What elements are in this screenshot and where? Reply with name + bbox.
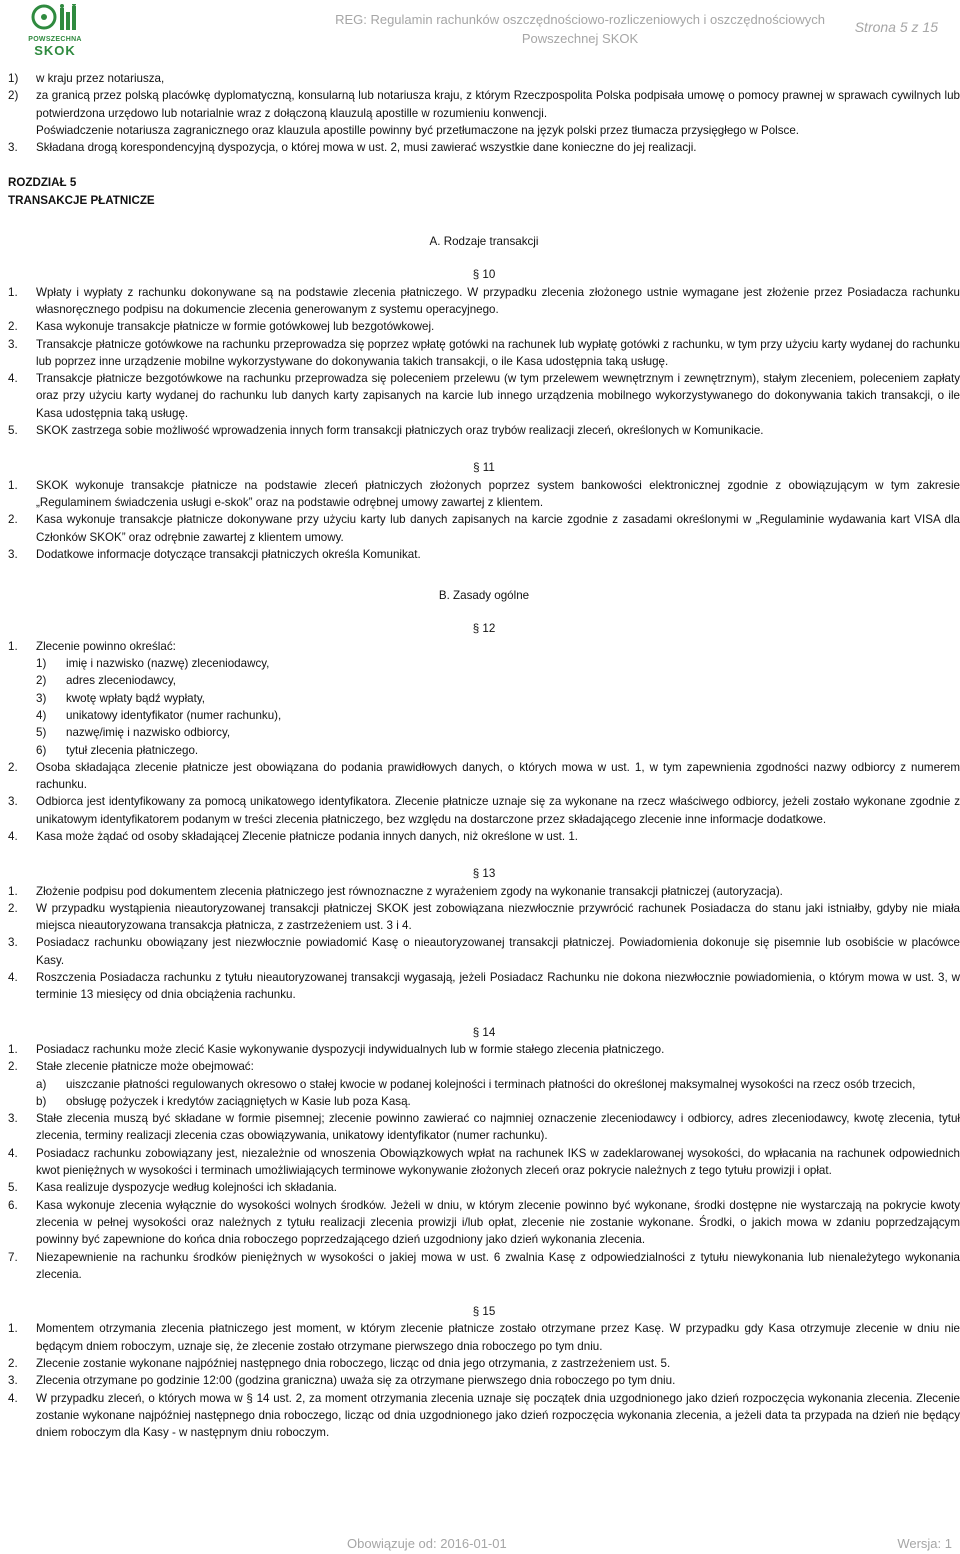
list-item <box>8 422 960 439</box>
item-number: 2) <box>8 89 19 103</box>
section-heading-11: § 11 <box>473 461 495 475</box>
item-text: Odbiorca jest identyfikowany za pomocą unikatowego identyfikatora. Zlecenie płatnicze uznaje się za wykonane na rzecz właściwego odbiorcy, jeżeli zostało wykonane zgodnie z unikatowym identyfikatorem podanym w treści zlecenia płatniczego, bez względu na dostarczone przez składającego zlecenie inne informacje dodatkowe. <box>36 795 960 826</box>
note-paragraph <box>8 122 960 139</box>
part-b-heading: B. Zasady ogólne <box>438 589 530 603</box>
logo-main-text: SKOK <box>34 43 76 58</box>
list-item <box>8 759 960 794</box>
item-text: obsługę pożyczek i kredytów zaciągniętych w Kasie lub poza Kasą. <box>66 1094 411 1108</box>
item-number: 2. <box>8 901 18 915</box>
item-text: Transakcje płatnicze gotówkowe na rachunku przeprowadza się poprzez wpłatę gotówki na rachunek lub wypłatę gotówki z rachunku, w tym przy użyciu karty wydanej do rachunku lub poprzez inne urządzenie mobilne wykorzystywane do dokonywania takich transakcji, o ile Kasa udostępnia taką usługę. <box>36 337 960 368</box>
item-text: Zlecenia otrzymane po godzinie 12:00 (godzina graniczna) uważa się za otrzymane pierwszego dnia roboczego po tym dniu. <box>36 1374 676 1388</box>
list-item <box>8 336 960 371</box>
item-text: Kasa wykonuje transakcje płatnicze w formie gotówkowej lub bezgotówkowej. <box>36 320 435 334</box>
item-number: a) <box>36 1077 47 1091</box>
item-number: 2. <box>8 1060 18 1074</box>
page-footer <box>0 1536 960 1554</box>
sub-list-item <box>8 672 960 689</box>
item-number: 2) <box>36 674 47 688</box>
section-heading-14: § 14 <box>472 1025 496 1039</box>
item-number: 7. <box>8 1250 18 1264</box>
page-number: Strona 5 z 15 <box>854 19 938 35</box>
item-text: Kasa wykonuje transakcje płatnicze dokonywane przy użyciu karty lub danych zapisanych na karcie zgodnie z zasadami określonymi w „Regulaminie wydawania kart VISA dla Członków SKOK” oraz odrębnie zawartej z klientem umowy. <box>36 513 960 544</box>
list-item <box>8 900 960 935</box>
list-item <box>8 969 960 1004</box>
item-text: Zlecenie zostanie wykonane najpóźniej następnego dnia roboczego, licząc od dnia jego otrzymania, z zastrzeżeniem ust. 5. <box>36 1357 671 1370</box>
item-text: SKOK zastrzega sobie możliwość wprowadzenia innych form transakcji płatniczych oraz trybów realizacji zleceń, określonych w Komunikacie. <box>36 424 764 438</box>
item-number: 1. <box>8 1042 18 1056</box>
powszechna-skok-logo <box>14 4 96 56</box>
item-number: 3. <box>8 1374 18 1388</box>
item-number: 2. <box>8 1357 18 1370</box>
item-text: tytuł zlecenia płatniczego. <box>66 743 199 757</box>
section-heading-12: § 12 <box>472 622 496 636</box>
item-number: 4. <box>8 372 18 386</box>
item-text: Zlecenie powinno określać: <box>36 639 176 653</box>
list-item <box>8 1179 960 1196</box>
list-item <box>8 1058 960 1075</box>
list-item <box>8 1110 960 1145</box>
list-item <box>8 828 960 845</box>
list-item <box>8 477 960 512</box>
item-text: Składana drogą korespondencyjną dyspozycja, o której mowa w ust. 2, musi zawierać wszystkie dane konieczne do jej realizacji. <box>36 141 697 155</box>
item-text: nazwę/imię i nazwisko odbiorcy, <box>66 726 231 740</box>
sub-list-item <box>8 1093 960 1110</box>
sub-list-item <box>8 724 960 741</box>
item-number: 1. <box>8 884 18 898</box>
list-item <box>8 1320 960 1355</box>
list-item <box>8 883 960 900</box>
item-text: Wpłaty i wypłaty z rachunku dokonywane są na podstawie zlecenia płatniczego. W przypadku zlecenia złożonego ustnie wymagane jest złożenie przez Posiadacza rachunku własnoręcznego podpisu na dokumencie zlecenia generowanym z systemu operacyjnego. <box>36 285 960 316</box>
sub-list-item <box>8 655 960 672</box>
item-text: W przypadku zleceń, o których mowa w § 14 ust. 2, za moment otrzymania zlecenia uznaje się początek dnia uzgodnionego jako dzień rozpoczęcia wykonania zlecenia. Zlecenie zostanie wykonane najpóźniej następnego dnia roboczego, licząc od dnia uzgodnionego jako dzień rozpoczęcia wykonania zlecenia, a jeżeli data ta przypada na dzień nie będący dniem roboczym dla Kasy - w następnym dniu roboczym. <box>36 1391 960 1440</box>
item-number: 2. <box>8 513 18 527</box>
item-number: 4) <box>36 708 47 722</box>
list-item <box>8 70 960 87</box>
item-text: unikatowy identyfikator (numer rachunku), <box>66 708 282 722</box>
item-text: adres zleceniodawcy, <box>66 674 176 688</box>
effective-date: Obowiązuje od: 2016-01-01 <box>347 1536 507 1551</box>
item-number: 5. <box>8 424 18 438</box>
item-number: 3. <box>8 141 18 155</box>
item-text: Roszczenia Posiadacza rachunku z tytułu nieautoryzowanej transakcji wygasają, jeżeli Posiadacz Rachunku nie dokona niezwłocznie powiadomienia, o którym mowa w ust. 3, w terminie 13 miesięcy od dnia obciążenia rachunku. <box>36 971 960 1002</box>
chapter-number: ROZDZIAŁ 5 <box>8 176 77 190</box>
logo-emblem-icon <box>14 4 96 38</box>
item-number: 4. <box>8 1146 18 1160</box>
item-number: 3. <box>8 1112 18 1126</box>
item-text: Kasa realizuje dyspozycje według kolejności ich składania. <box>36 1181 337 1195</box>
item-number: 3. <box>8 936 18 950</box>
item-text: SKOK wykonuje transakcje płatnicze na podstawie zleceń płatniczych złożonych poprzez system bankowości elektronicznej zgodnie z obowiązującym w tym zakresie „Regulaminem świadczenia usługi e-skok” oraz na podstawie odrębnej umowy zawartej z klientem. <box>36 478 960 509</box>
item-text: Niezapewnienie na rachunku środków pieniężnych w wysokości o jakiej mowa w ust. 6 zwalnia Kasę z odpowiedzialności z tytułu niewykonania lub nienależytego wykonania zlecenia. <box>36 1250 960 1281</box>
item-number: 1. <box>8 478 18 492</box>
item-text: Stałe zlecenia muszą być składane w formie pisemnej; zlecenie powinno zawierać co najmniej oznaczenie zleceniodawcy i odbiorcy, adres zleceniodawcy, kwotę zlecenia, tytuł zlecenia, terminy realizacji zlecenia czas obowiązywania, unikatowy identyfikator (numer rachunku). <box>36 1112 960 1143</box>
document-title-line1: REG: Regulamin rachunków oszczędnościowo-rozliczeniowych i oszczędnościowych <box>335 12 825 27</box>
list-item <box>8 1390 960 1442</box>
list-item <box>8 1355 960 1372</box>
item-text: Kasa może żądać od osoby składającej Zlecenie płatnicze podania innych danych, niż określone w ust. 1. <box>36 829 579 843</box>
item-number: 3. <box>8 795 18 809</box>
item-text: imię i nazwisko (nazwę) zleceniodawcy, <box>66 657 270 671</box>
item-number: 5. <box>8 1181 18 1195</box>
item-number: b) <box>36 1094 47 1108</box>
list-item <box>8 934 960 969</box>
list-item <box>8 1041 960 1058</box>
list-item <box>8 1145 960 1180</box>
sub-list-item <box>8 690 960 707</box>
list-item <box>8 638 960 655</box>
section-heading-15: § 15 <box>472 1305 496 1319</box>
list-item <box>8 1249 960 1284</box>
list-item <box>8 87 960 122</box>
item-text: kwotę wpłaty bądź wypłaty, <box>66 691 205 705</box>
list-item <box>8 1197 960 1249</box>
item-text: za granicą przez polską placówkę dyplomatyczną, konsularną lub notariusza kraju, z którym Rzeczpospolita Polska podpisała umowę o pomocy prawnej w sprawach cywilnych lub potwierdzona urzędowo lub notarialnie wraz z dołączoną klauzulą apostille w rozumieniu konwencji. <box>36 89 960 120</box>
note-text: Poświadczenie notariusza zagranicznego oraz klauzula apostille powinny być przetłumaczone na język polski przez tłumacza przysięgłego w Polsce. <box>36 123 799 137</box>
item-number: 1) <box>36 657 47 671</box>
item-number: 1. <box>8 639 18 653</box>
item-number: 3) <box>36 691 47 705</box>
item-number: 3. <box>8 337 18 351</box>
item-number: 6. <box>8 1198 18 1212</box>
sub-list-item <box>8 1076 960 1093</box>
document-title <box>300 10 860 48</box>
item-text: Posiadacz rachunku zobowiązany jest, niezależnie od wnoszenia Obowiązkowych wpłat na rachunek IKS w zadeklarowanej wysokości, do wpłacania na rachunek odpowiednich kwot pieniężnych w wysokości i terminach umożliwiających terminowe wykonywanie złożonych zleceń oraz pokrycie należnych z tego tytułu prowizji i opłat. <box>36 1146 960 1178</box>
item-text: Posiadacz rachunku może zlecić Kasie wykonywanie dyspozycji indywidualnych lub w formie stałego zlecenia płatniczego. <box>36 1042 665 1056</box>
item-text: Złożenie podpisu pod dokumentem zlecenia płatniczego jest równoznaczne z wyrażeniem zgody na wykonanie transakcji płatniczej (autoryzacja). <box>36 884 783 898</box>
item-number: 4. <box>8 971 18 985</box>
item-text: w kraju przez notariusza, <box>36 72 165 85</box>
chapter-heading <box>8 174 960 209</box>
section-heading-13: § 13 <box>472 867 496 881</box>
item-text: Momentem otrzymania zlecenia płatniczego jest moment, w którym zlecenie płatnicze zostało otrzymane przez Kasę. W przypadku gdy Kasa otrzymuje zlecenie w dniu nie będącym dniem roboczym, uznaje się, że zlecenie zostało otrzymane pierwszego dnia roboczego po tym dniu. <box>36 1322 960 1353</box>
logo-top-text: POWSZECHNA <box>28 36 82 43</box>
list-item <box>8 793 960 828</box>
item-number: 1. <box>8 285 18 299</box>
version-label: Wersja: 1 <box>897 1536 952 1551</box>
list-item <box>8 139 960 156</box>
document-title-line2: Powszechnej SKOK <box>521 31 639 46</box>
item-text: Kasa wykonuje zlecenia wyłącznie do wysokości wolnych środków. Jeżeli w dniu, w którym zlecenie powinno być wykonane, środki dostępne nie wystarczają na pokrycie kwoty zlecenia w pełnej wysokości oraz należnych z tytułu realizacji zlecenia prowizji i/lub opłat, zlecenie nie zostanie wykonane. Środki, o jakich mowa w zdaniu poprzedzającym powinny być zapewnione do końca dnia roboczego poprzedzającego dzień uzgodniony jako dzień wykonania zlecenia. <box>36 1198 960 1247</box>
item-number: 1. <box>8 1322 18 1336</box>
item-text: W przypadku wystąpienia nieautoryzowanej transakcji płatniczej SKOK jest zobowiązana niezwłocznie przywrócić rachunek Posiadacza do stanu jaki istniałby, gdyby nie miała miejsca nieautoryzowana transakcja płatnicza, z zastrzeżeniem ust. 3 i 4. <box>36 901 960 933</box>
list-item <box>8 370 960 422</box>
list-item <box>8 511 960 546</box>
list-item <box>8 318 960 335</box>
chapter-title: TRANSAKCJE PŁATNICZE <box>8 193 155 207</box>
item-text: Dodatkowe informacje dotyczące transakcji płatniczych określa Komunikat. <box>36 547 421 561</box>
list-item <box>8 284 960 319</box>
item-text: uiszczanie płatności regulowanych okresowo o stałej kwocie w podanej kolejności i terminach płatności do określonej maksymalnej wysokości na rzecz osób trzecich, <box>66 1077 916 1091</box>
item-number: 3. <box>8 547 18 561</box>
item-text: Osoba składająca zlecenie płatnicze jest obowiązana do podania prawidłowych danych, o których mowa w ust. 1, w tym zapewnienia zgodności nazwy odbiorcy z numerem rachunku. <box>36 760 960 792</box>
page-header <box>0 0 960 60</box>
item-number: 5) <box>36 726 47 740</box>
section-heading-10: § 10 <box>472 268 496 282</box>
item-text: Transakcje płatnicze bezgotówkowe na rachunku przeprowadza się poleceniem przelewu (w tym przelewem wewnętrznym i zewnętrznym), stałym zleceniem, poleceniem zapłaty oraz przy użyciu karty wydanej do rachunku lub danych karty zapisanych na karcie lub innego urządzenia mobilnego wykorzystywanego do dokonywania takich transakcji, o ile Kasa udostępnia taką usługę. <box>36 372 960 420</box>
item-number: 4. <box>8 1391 18 1405</box>
item-number: 2. <box>8 320 18 334</box>
list-item <box>8 546 960 563</box>
document-body <box>8 70 960 1441</box>
list-item <box>8 1372 960 1389</box>
part-a-heading: A. Rodzaje transakcji <box>429 235 539 249</box>
sub-list-item <box>8 742 960 759</box>
sub-list-item <box>8 707 960 724</box>
item-number: 1) <box>8 72 19 85</box>
item-text: Stałe zlecenie płatnicze może obejmować: <box>36 1060 254 1074</box>
item-text: Posiadacz rachunku obowiązany jest niezwłocznie powiadomić Kasę o nieautoryzowanej transakcji płatniczej. Powiadomienia dokonuje się pisemnie lub osobiście w placówce Kasy. <box>36 936 960 967</box>
item-number: 6) <box>36 743 47 757</box>
item-number: 4. <box>8 829 18 843</box>
item-number: 2. <box>8 760 18 774</box>
